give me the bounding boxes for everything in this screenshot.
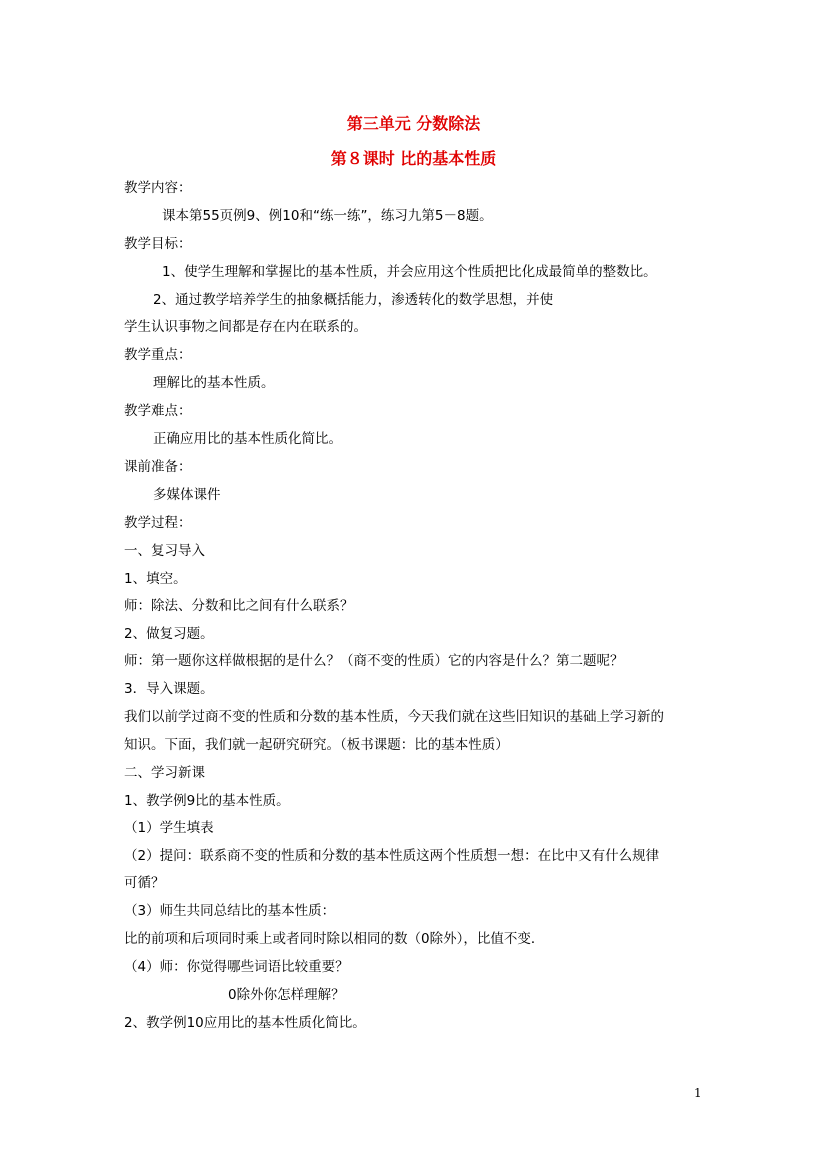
sub-step-2: （2）提问：联系商不变的性质和分数的基本性质这两个性质想一想：在比中又有什么规律 — [124, 848, 660, 864]
key-point-text: 理解比的基本性质。 — [153, 375, 275, 391]
teacher-question-1: 师：除法、分数和比之间有什么联系？ — [124, 598, 354, 614]
step-3: 3．导入课题。 — [124, 681, 214, 697]
sub-step-1: （1）学生填表 — [124, 820, 214, 836]
intro-paragraph-line-2: 知识。下面，我们就一起研究研究。（板书课题：比的基本性质） — [124, 737, 509, 753]
part-two-heading: 二、学习新课 — [124, 765, 205, 781]
page-number: 1 — [694, 1086, 702, 1100]
teaching-example-10: 2、教学例10应用比的基本性质化简比。 — [124, 1015, 366, 1031]
sub-step-4: （4）师：你觉得哪些词语比较重要？ — [124, 959, 349, 975]
step-1: 1、填空。 — [124, 571, 187, 587]
part-one-heading: 一、复习导入 — [124, 543, 205, 559]
step-2: 2、做复习题。 — [124, 626, 214, 642]
section-heading-objectives: 教学目标： — [124, 236, 192, 252]
section-heading-content: 教学内容： — [124, 180, 192, 196]
intro-paragraph-line-1: 我们以前学过商不变的性质和分数的基本性质，今天我们就在这些旧知识的基础上学习新的 — [124, 709, 664, 725]
sub-step-3: （3）师生共同总结比的基本性质： — [124, 903, 336, 919]
sub-step-4-followup: 0除外你怎样理解？ — [228, 987, 345, 1003]
section-heading-preparation: 课前准备： — [124, 459, 192, 475]
section-heading-process: 教学过程： — [124, 515, 192, 531]
unit-title: 第三单元 分数除法 — [346, 114, 481, 133]
lesson-title: 第８课时 比的基本性质 — [330, 149, 497, 168]
ratio-property-statement: 比的前项和后项同时乘上或者同时除以相同的数（0除外），比值不变． — [124, 931, 545, 947]
teaching-example-9: 1、教学例9比的基本性质。 — [124, 793, 290, 809]
preparation-text: 多媒体课件 — [153, 487, 221, 503]
teacher-question-2: 师：第一题你这样做根据的是什么？（商不变的性质）它的内容是什么？第二题呢？ — [124, 653, 624, 669]
objective-2: 2、通过教学培养学生的抽象概括能力，渗透转化的数学思想，并使 — [153, 292, 554, 308]
sub-step-2-continued: 可循？ — [124, 875, 165, 891]
section-heading-difficulties: 教学难点： — [124, 403, 192, 419]
section-heading-key-points: 教学重点： — [124, 347, 192, 363]
content-text: 课本第55页例9、例10和“练一练”，练习九第5－8题。 — [162, 208, 493, 224]
objective-2-continued: 学生认识事物之间都是存在内在联系的。 — [124, 319, 367, 335]
objective-1: 1、使学生理解和掌握比的基本性质，并会应用这个性质把比化成最简单的整数比。 — [162, 264, 657, 280]
difficulty-text: 正确应用比的基本性质化简比。 — [153, 431, 342, 447]
